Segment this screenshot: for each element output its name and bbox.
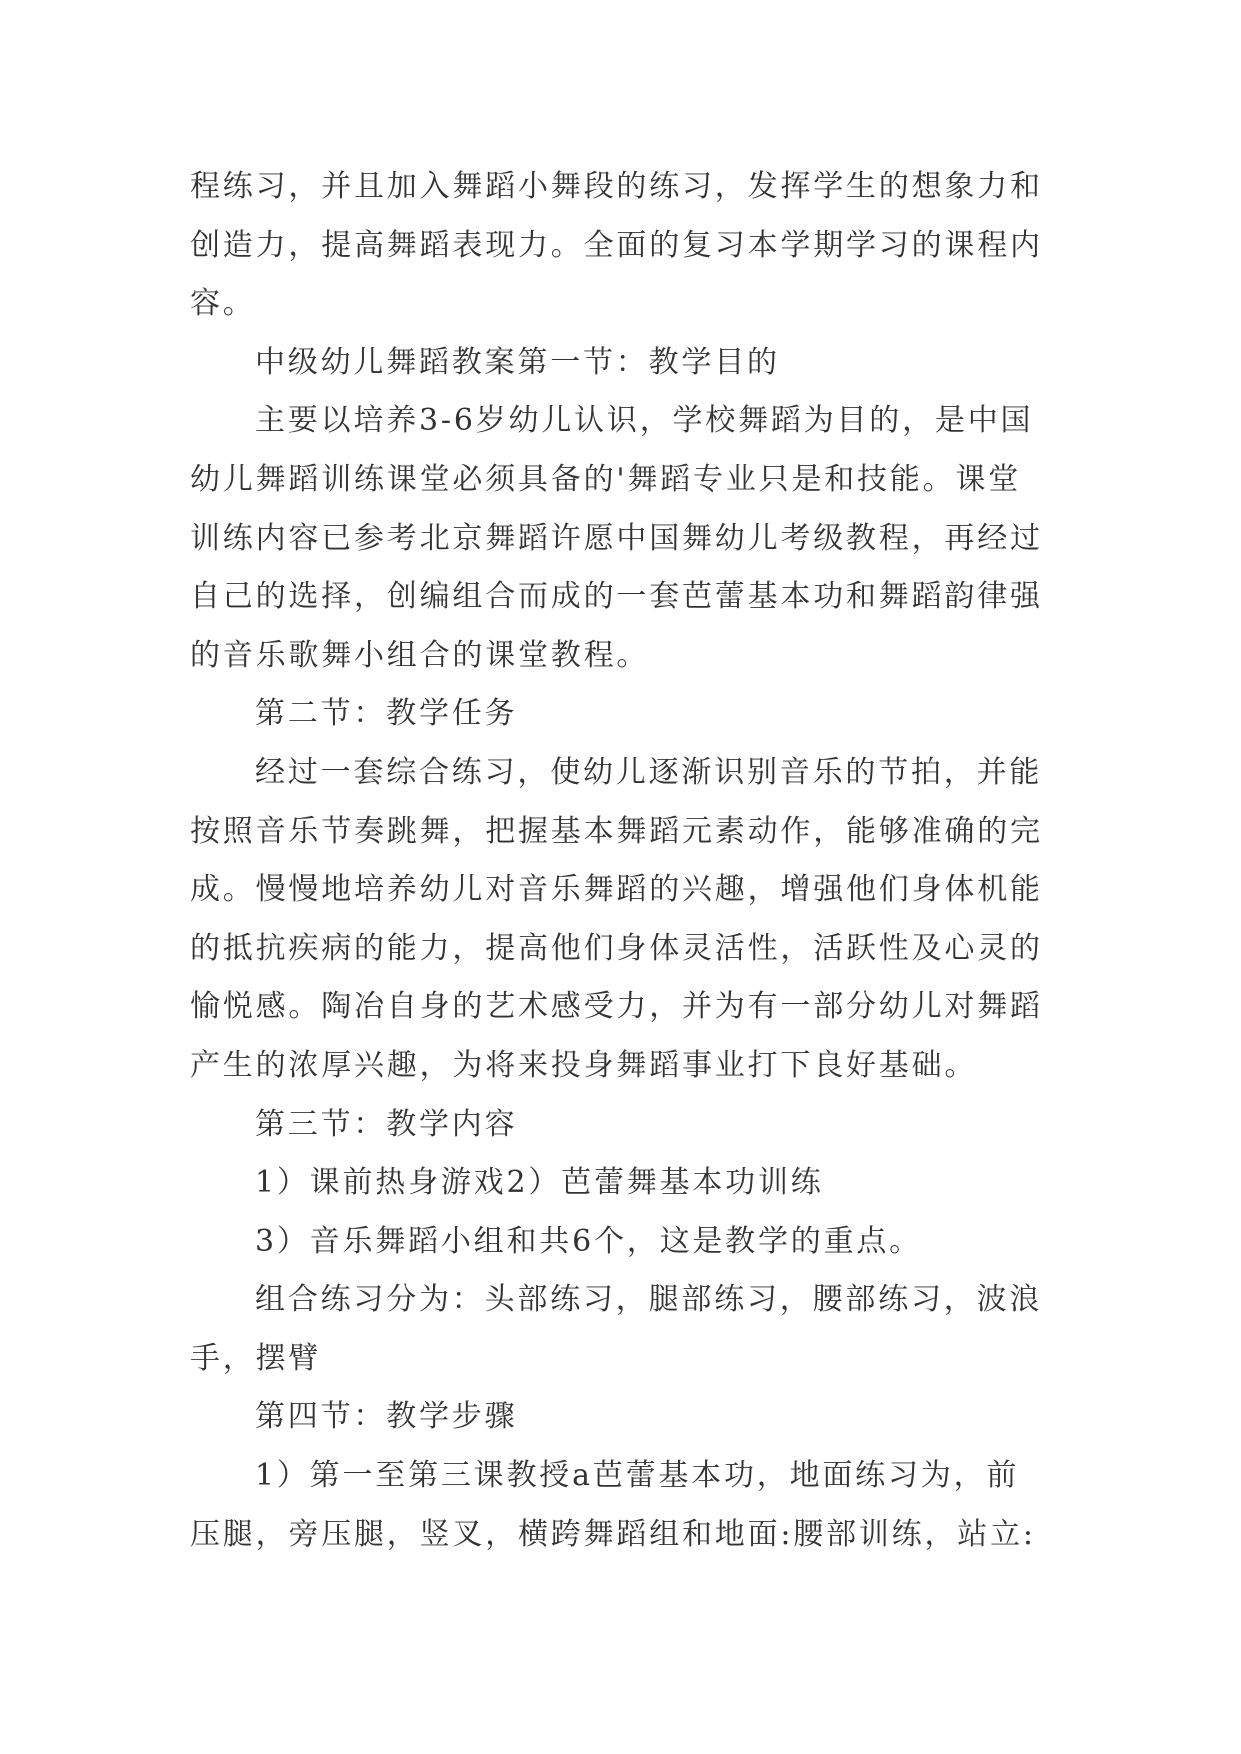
text-line: 3）音乐舞蹈小组和共6个，这是教学的重点。	[255, 1223, 922, 1259]
text-line: 第四节：教学步骤	[255, 1399, 518, 1435]
text-line: 创造力，提高舞蹈表现力。全面的复习本学期学习的课程内	[190, 227, 1043, 263]
text-line: 的音乐歌舞小组合的课堂教程。	[190, 637, 650, 673]
text-line: 幼儿舞蹈训练课堂必须具备的'舞蹈专业只是和技能。课堂	[190, 461, 1022, 497]
paragraph	[190, 1154, 1060, 1213]
text-line: 训练内容已参考北京舞蹈许愿中国舞幼儿考级教程，再经过	[190, 520, 1043, 556]
text-line: 组合练习分为：头部练习，腿部练习，腰部练习，波浪	[255, 1282, 1043, 1318]
text-line: 第三节：教学内容	[255, 1106, 518, 1142]
paragraph	[190, 1213, 1060, 1272]
paragraph	[190, 685, 1060, 744]
paragraph	[190, 158, 1060, 334]
text-line: 1）第一至第三课教授a芭蕾基本功，地面练习为，前	[255, 1458, 1020, 1494]
text-line: 按照音乐节奏跳舞，把握基本舞蹈元素动作，能够准确的完	[190, 813, 1043, 849]
paragraph	[190, 1096, 1060, 1155]
text-line: 成。慢慢地培养幼儿对音乐舞蹈的兴趣，增强他们身体机能	[190, 872, 1043, 908]
text-line: 手，摆臂	[190, 1340, 322, 1376]
text-line: 1）课前热身游戏2）芭蕾舞基本功训练	[255, 1165, 824, 1201]
text-line: 压腿，旁压腿，竖叉，横跨舞蹈组和地面:腰部训练，站立:	[190, 1516, 1036, 1552]
document-body	[190, 158, 1060, 1564]
text-line: 主要以培养3-6岁幼儿认识，学校舞蹈为目的，是中国	[255, 403, 1034, 439]
text-line: 的抵抗疾病的能力，提高他们身体灵活性，活跃性及心灵的	[190, 930, 1043, 966]
text-line: 经过一套综合练习，使幼儿逐渐识别音乐的节拍，并能	[255, 754, 1043, 790]
text-line: 愉悦感。陶冶自身的艺术感受力，并为有一部分幼儿对舞蹈	[190, 989, 1043, 1025]
paragraph	[190, 744, 1060, 1096]
text-line: 产生的浓厚兴趣，为将来投身舞蹈事业打下良好基础。	[190, 1047, 978, 1083]
text-line: 程练习，并且加入舞蹈小舞段的练习，发挥学生的想象力和	[190, 169, 1043, 204]
paragraph	[190, 1271, 1060, 1388]
paragraph	[190, 392, 1060, 685]
paragraph	[190, 1447, 1060, 1564]
text-line: 自己的选择，创编组合而成的一套芭蕾基本功和舞蹈韵律强	[190, 579, 1043, 615]
paragraph	[190, 334, 1060, 393]
text-line: 第二节：教学任务	[255, 696, 518, 732]
paragraph	[190, 1388, 1060, 1447]
text-line: 中级幼儿舞蹈教案第一节：教学目的	[255, 344, 780, 380]
text-line: 容。	[190, 286, 256, 322]
